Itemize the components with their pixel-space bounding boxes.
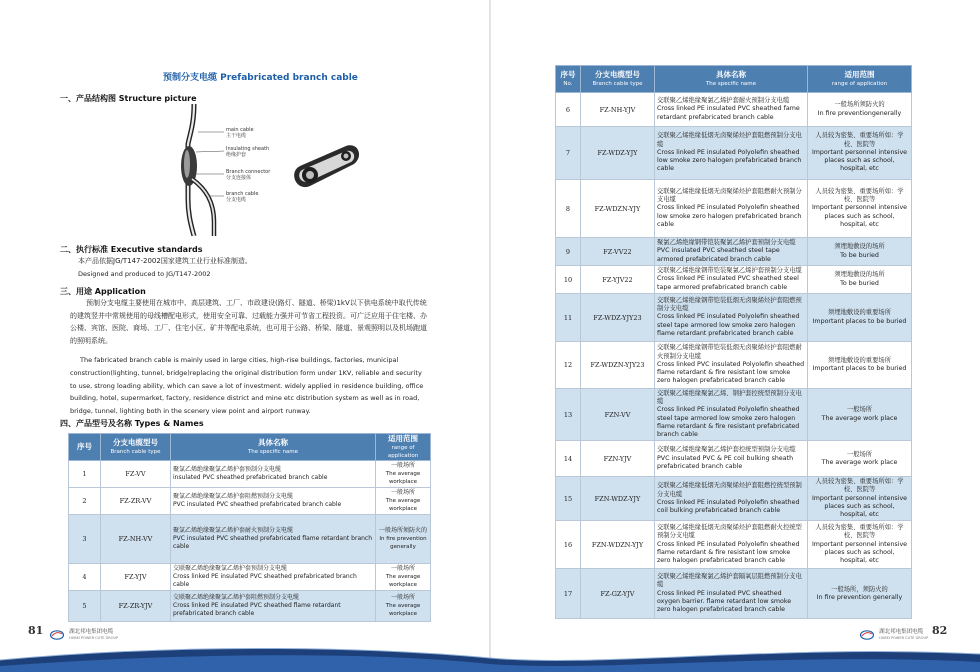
standards-text-en: Designed and produced to JG/T147-2002 <box>78 270 211 278</box>
standards-text-cn: 本产品依据JG/T147-2002国家建筑工业行业标准制造。 <box>78 257 252 265</box>
cell-name <box>655 441 808 477</box>
cell-application <box>808 127 912 180</box>
cell-application <box>808 238 912 266</box>
section-structure-heading: 一、产品结构图 Structure picture <box>60 94 197 103</box>
cell-name <box>655 294 808 342</box>
application-cn: 一般场所，须防火的 <box>831 585 888 593</box>
header-application: 适用范围 range of application <box>376 434 431 461</box>
cell-name <box>655 180 808 238</box>
header-no: 序号 <box>69 434 101 461</box>
cell-model: FZN-WDZ-YJY <box>581 477 655 521</box>
application-cn: 一般场所 <box>390 462 415 469</box>
cell-no: 15 <box>556 477 581 521</box>
application-en: In fire prevention generally <box>816 593 903 601</box>
name-en: Cross linked PE insulated Polyolefin sheathed steel tape armored low smoke zero halogen flame retardant prefabricated branch cable <box>657 313 800 337</box>
cell-no: 8 <box>556 180 581 238</box>
cell-no: 6 <box>556 93 581 127</box>
label-connector-en: Branch connector <box>226 169 271 175</box>
cell-name <box>655 342 808 389</box>
section-standards-heading: 二、执行标准 Executive standards <box>60 245 203 254</box>
cell-model: FZ-WDZN-YJY <box>581 180 655 238</box>
application-cn: 一般场所 <box>390 565 415 572</box>
label-sheath-cn: 绝缘护套 <box>226 152 247 158</box>
cell-application <box>808 477 912 521</box>
name-en: PVC insulated PVC sheathed prefabricated flame retardant branch cable <box>173 535 373 550</box>
cell-model: FZ-YJV22 <box>581 266 655 294</box>
header-model: 分支电缆型号 Branch cable type <box>581 66 655 93</box>
cell-application <box>808 266 912 294</box>
application-en: Important places to be buried <box>812 317 907 325</box>
name-en: Cross linked PE insulated Polyolefin sheathed steel tape armored low smoke zero halogen flame retardant & fire resistant prefabricated branch cable <box>657 406 800 439</box>
cell-no: 1 <box>69 461 101 488</box>
cell-model: FZ-WDZ-YJY <box>581 127 655 180</box>
cell-model: FZ-WDZ-YJY23 <box>581 294 655 342</box>
cell-model: FZN-VV <box>581 389 655 441</box>
name-cn: 交联聚乙烯绝缘钢带铠装低烟无卤聚烯烃护套阻燃耐火预制分支电缆 <box>657 344 802 360</box>
types-table-left <box>68 433 431 622</box>
cell-application <box>376 564 431 591</box>
name-en: Cross linked PVC insulated Polyolefin sheathed flame retardant & fire resistant low smoke zero halogen prefabricated branch cable <box>657 360 805 385</box>
table-row <box>556 441 912 477</box>
name-cn: 聚氯乙烯绝缘聚氯乙烯护套阻燃预制分支电缆 <box>173 493 294 500</box>
cell-name <box>171 515 376 564</box>
application-text-cn: 预制分支电缆主要使用在城市中、高层建筑、工厂、市政建设(路灯、隧道、桥梁)1kV以下供电系统中取代传统的建筑竖井中常规使用的母线槽配电形式，使用安全可靠、过载能力强并可节省工程投资。可广泛应用于住宅楼、办公楼、宾馆、医院、商场、工厂、住宅小区、矿井等配电系统，也可用于公路、桥梁、隧道、景观照明以及机场跑道的照明系统。 <box>70 299 427 345</box>
name-cn: 聚氯乙烯绝缘聚氯乙烯护套预制分支电缆 <box>173 466 282 473</box>
application-en: To be buried <box>840 251 879 259</box>
table-row <box>69 488 431 515</box>
cell-model: FZN-YJV <box>581 441 655 477</box>
name-cn: 交联聚乙烯绝缘低烟无卤聚烯烃护套阻燃控统型预制分支电缆 <box>657 482 802 498</box>
cell-model: FZ-NH-YJV <box>581 93 655 127</box>
cell-no: 10 <box>556 266 581 294</box>
cell-model: FZ-VV22 <box>581 238 655 266</box>
application-en: The average workplace <box>385 498 421 512</box>
cell-no: 14 <box>556 441 581 477</box>
table-header-row <box>69 434 431 461</box>
company-name-en: HUBEI POWER CUTE GROUP <box>879 635 929 640</box>
application-en: The average work place <box>821 414 898 422</box>
cell-name <box>655 266 808 294</box>
cell-model: FZ-NH-VV <box>101 515 171 564</box>
name-en: Cross linked PE insulated PVC sheathed steel tape armored prefabricated branch cable <box>657 275 799 291</box>
cell-model: FZ-VV <box>101 461 171 488</box>
name-cn: 交联聚乙烯绝缘聚氯乙烯护套控统型预制分支电缆 <box>657 446 796 454</box>
application-cn: 一般场所须防火的 <box>378 527 427 534</box>
name-cn: 聚氯乙烯绝缘钢带铠装聚氯乙烯护套预制分支电缆 <box>657 239 796 247</box>
header-name: 具体名称 The specific name <box>655 66 808 93</box>
application-en: Important personnel intensive places such as school, hospital, etc <box>811 540 908 565</box>
cell-application <box>376 461 431 488</box>
label-main-cable-cn: 主干电缆 <box>226 133 247 139</box>
table-row <box>69 515 431 564</box>
table-row <box>556 342 912 389</box>
name-cn: 聚氯乙烯绝缘聚氯乙烯护套耐火预制分支电缆 <box>173 527 294 534</box>
name-cn: 交联聚乙烯绝缘聚氯乙烯护套隔氧层阻燃预制分支电缆 <box>657 573 802 589</box>
branch-cable-shape <box>192 179 214 236</box>
cell-application <box>808 93 912 127</box>
name-cn: 交联聚乙烯绝缘低烟无卤聚烯烃护套阻燃预制分支电缆 <box>657 132 802 148</box>
cell-name <box>655 477 808 521</box>
application-en: In fire preventiongenerally <box>817 109 902 117</box>
name-en: PVC insulated PVC & PE coil bulking sheath prefabricated branch cable <box>657 454 794 470</box>
table-row <box>556 93 912 127</box>
table-row <box>556 266 912 294</box>
table-row <box>556 521 912 569</box>
application-cn: 一般场所 <box>846 450 873 458</box>
application-en: Important personnel intensive places such as school, hospital, etc <box>811 494 908 519</box>
table-row <box>556 127 912 180</box>
name-en: Cross linked PE insulated PVC sheathed prefabricated branch cable <box>173 573 357 588</box>
label-branch-en: branch cable <box>226 191 259 197</box>
page-number-right: 82 <box>932 624 948 637</box>
name-cn: 交联聚乙烯绝缘低烟无卤聚烯烃护套阻燃耐火预制分支电缆 <box>657 187 802 204</box>
cell-model: FZ-WDZN-YJY23 <box>581 342 655 389</box>
name-en: Cross linked PE insulated Polyolefin sheathed low smoke zero halogen prefabricated branch cable <box>657 148 802 173</box>
name-en: Cross linked PE insulated PVC sheathed oxygen barrier. flame retardant low smoke zero halogen prefabricated branch cable <box>657 589 792 614</box>
cell-application <box>376 515 431 564</box>
table-row <box>556 389 912 441</box>
name-en: Cross linked PE insulated PVC sheathed flame retardant prefabricated branch cable <box>173 602 341 617</box>
cell-application <box>808 180 912 238</box>
application-cn: 一般场所 <box>846 406 873 414</box>
section-types-heading: 四、产品型号及名称 Types & Names <box>60 419 204 428</box>
name-cn: 交联聚乙烯绝缘聚氯乙烯、钢护套控统型预制分支电缆 <box>657 390 802 406</box>
application-cn: 一般场所 <box>390 489 415 496</box>
cell-name <box>171 461 376 488</box>
table-row <box>556 180 912 238</box>
application-text-en: The fabricated branch cable is mainly used in large cities, high-rise buildings, factories, municipal construction(lighting, tunnel, bridge)replacing the original distribution form under 1KV, reliable and security to use, strong loading ability, which can save a lot of investment. widely applied in residence building, office building, hotel, supermarket, factory, residence district and mine etc distribution system as well as in road, bridge, tunnel, lighting both in the scenery view point and airport runway. <box>70 356 424 416</box>
application-en: The average work place <box>821 458 898 466</box>
application-cn: 一般场所须防火的 <box>834 101 885 109</box>
cell-name <box>171 488 376 515</box>
application-cn: 须埋地敷设的重要场所 <box>828 309 891 317</box>
cell-name <box>171 564 376 591</box>
cell-model: FZN-WDZN-YJY <box>581 521 655 569</box>
name-cn: 交联聚乙烯绝缘聚氯乙烯护套阻燃预制分支电缆 <box>173 594 300 601</box>
table-row <box>69 461 431 488</box>
name-en: PVC insulated PVC sheathed prefabricated branch cable <box>173 501 342 508</box>
cell-application <box>808 441 912 477</box>
name-cn: 交联聚乙烯绝缘低烟无卤聚烯烃护套阻燃耐火控统型预制分支电缆 <box>657 524 802 540</box>
application-cn: 人员较为密集、重要场所如：学校、医院等 <box>815 132 904 148</box>
document-title: 预制分支电缆 Prefabricated branch cable <box>163 73 358 83</box>
application-cn: 人员较为密集、重要场所如：学校、医院等 <box>815 478 904 494</box>
cell-model: FZ-ZR-VV <box>101 488 171 515</box>
cell-no: 5 <box>69 591 101 622</box>
cell-no: 17 <box>556 569 581 619</box>
structure-diagram <box>150 104 370 236</box>
cell-application <box>808 294 912 342</box>
name-en: PVC insulated PVC sheathed steel tape armored prefabricated branch cable <box>657 247 780 263</box>
cell-name <box>655 569 808 619</box>
cell-name <box>171 591 376 622</box>
cell-no: 12 <box>556 342 581 389</box>
name-en: Cross linked PE insulated Polyolefin sheathed coil bulking prefabricated branch cable <box>657 498 800 514</box>
cell-no: 16 <box>556 521 581 569</box>
cell-no: 3 <box>69 515 101 564</box>
application-en: To be buried <box>840 279 879 287</box>
cell-name <box>655 127 808 180</box>
cable-cross-section <box>294 145 359 187</box>
name-en: Cross linked PE insulated Polyolefin sheathed low smoke zero halogen prefabricated branch cable <box>657 204 802 228</box>
label-sheath-en: Insulating sheath <box>226 146 270 152</box>
label-main-cable-en: main cable <box>226 127 254 133</box>
application-en: The average workplace <box>385 471 421 485</box>
name-en: Cross linked PE insulated PVC sheathed fame retardant prefabricated branch cable <box>657 105 800 121</box>
application-en: In fire prevention generally <box>379 536 427 550</box>
header-name: 具体名称 The specific name <box>171 434 376 461</box>
name-cn: 交联聚乙烯绝缘钢带铠装低烟无卤聚烯烃护套阻燃预制分支电缆 <box>657 296 802 313</box>
application-en: The average workplace <box>385 574 421 588</box>
types-table-right <box>555 65 912 619</box>
cell-application <box>808 342 912 389</box>
table-row <box>556 294 912 342</box>
cell-application <box>808 569 912 619</box>
table-row <box>69 564 431 591</box>
section-application-heading: 三、用途 Application <box>60 287 146 296</box>
application-en: Important places to be buried <box>812 365 907 372</box>
application-cn: 人员较为密集、重要场所如：学校、医院等 <box>815 524 904 540</box>
cell-model: FZ-YJV <box>101 564 171 591</box>
label-connector-cn: 分支连接体 <box>226 175 252 181</box>
name-cn: 交联聚乙烯绝缘钢带铠装聚氯乙烯护套预制分支电缆 <box>657 267 802 275</box>
cell-application <box>808 389 912 441</box>
name-en: Cross linked PE insulated Polyolefin sheathed flame retardant & fire resistant low smoke zero halogen prefabricated branch cable <box>657 540 800 565</box>
application-cn: 须埋地敷设的场所 <box>834 271 885 279</box>
name-cn: 交联聚乙烯绝缘聚氯乙烯护套预制分支电缆 <box>173 565 288 572</box>
header-no: 序号 No. <box>556 66 581 93</box>
cell-no: 13 <box>556 389 581 441</box>
company-name-cn: 湖北邦电集团电缆 <box>879 628 924 635</box>
cell-application <box>808 521 912 569</box>
table-row <box>556 238 912 266</box>
table-header-row <box>556 66 912 93</box>
page-number-left: 81 <box>28 624 44 637</box>
company-name-en: HUBEI POWER CUTE GROUP <box>69 635 119 640</box>
cell-no: 2 <box>69 488 101 515</box>
table-row <box>556 569 912 619</box>
application-cn: 须埋地敷设的重要场所 <box>828 356 891 364</box>
application-en: Important personnel intensive places such as school, hospital, etc <box>811 148 908 173</box>
cell-no: 4 <box>69 564 101 591</box>
table-row <box>69 591 431 622</box>
label-branch-cn: 分支电缆 <box>226 197 247 203</box>
cell-application <box>376 488 431 515</box>
cell-model: FZ-GZ-YJV <box>581 569 655 619</box>
header-application: 适用范围 range of application <box>808 66 912 93</box>
cell-no: 9 <box>556 238 581 266</box>
cell-name <box>655 389 808 441</box>
cell-no: 7 <box>556 127 581 180</box>
cable-structure-illustration <box>150 104 370 236</box>
application-en: The average workplace <box>385 603 421 617</box>
cell-name <box>655 238 808 266</box>
cell-name <box>655 521 808 569</box>
cell-model: FZ-ZR-YJV <box>101 591 171 622</box>
header-model: 分支电缆型号 Branch cable type <box>101 434 171 461</box>
cell-name <box>655 93 808 127</box>
name-cn: 交联聚乙烯绝缘聚氯乙烯护套耐火预制分支电缆 <box>657 97 790 105</box>
application-cn: 须埋地敷设的场所 <box>834 243 885 251</box>
name-en: insulated PVC sheathed prefabricated branch cable <box>173 474 328 481</box>
application-cn: 人员较为密集、重要场所如：学校、医院等 <box>815 187 904 204</box>
cell-application <box>376 591 431 622</box>
cell-no: 11 <box>556 294 581 342</box>
table-row <box>556 477 912 521</box>
application-en: Important personnel intensive places such as school, hospital, etc <box>811 204 908 228</box>
company-name-cn: 湖北邦电集团电缆 <box>69 628 114 635</box>
application-cn: 一般场所 <box>390 594 415 601</box>
